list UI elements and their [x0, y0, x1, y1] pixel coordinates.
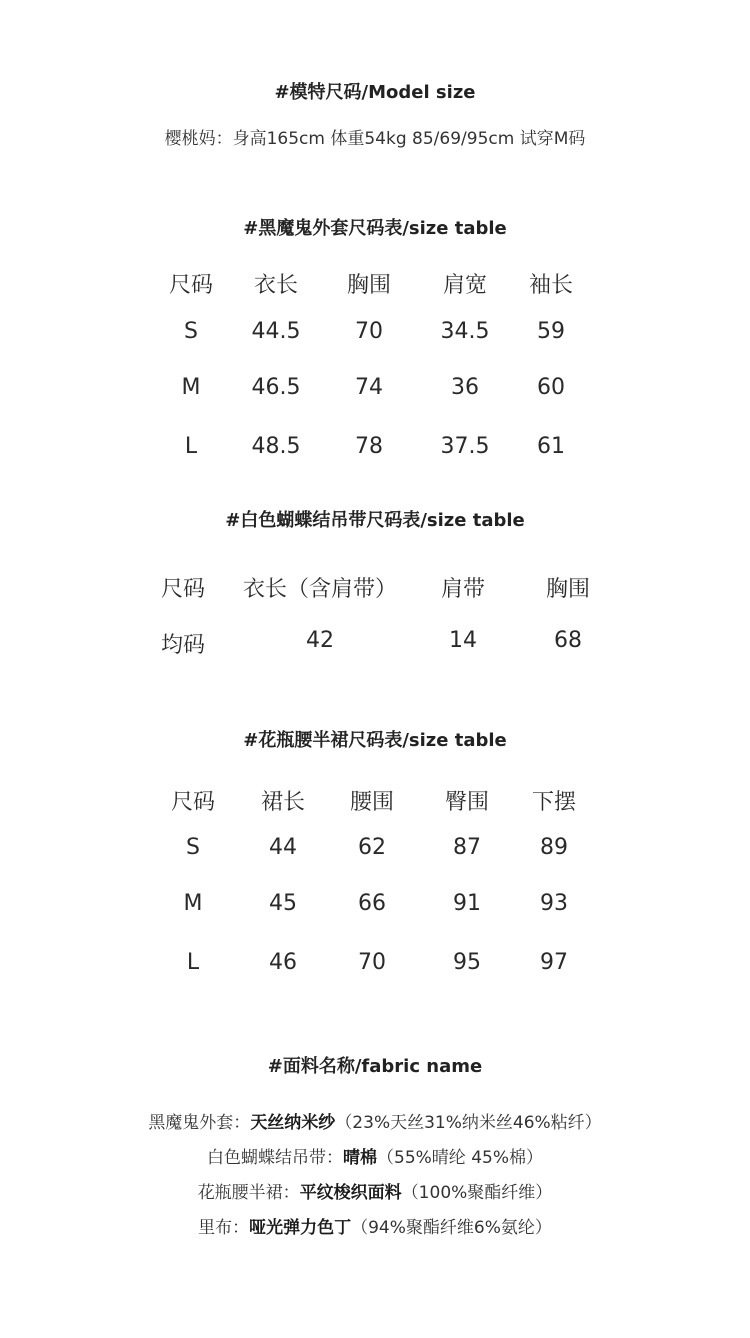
skirt-cell: 70: [358, 950, 386, 975]
fabric-item-name: 晴棉: [343, 1148, 377, 1168]
jacket-cell: 44.5: [251, 319, 301, 344]
jacket-cell: 70: [355, 319, 383, 344]
camisole-cell: 均码: [160, 633, 206, 658]
camisole-cell: 14: [449, 628, 477, 653]
skirt-header-cell: 腰围: [349, 790, 395, 815]
jacket-size-title: #黑魔鬼外套尺码表/size table: [243, 218, 507, 239]
jacket-cell: 61: [537, 434, 565, 459]
camisole-header-cell: 衣长（含肩带）: [242, 577, 398, 602]
jacket-cell: 78: [355, 434, 383, 459]
camisole-header-cell: 肩带: [440, 577, 486, 602]
skirt-cell: 89: [540, 835, 568, 860]
skirt-cell: 97: [540, 950, 568, 975]
camisole-cell: 42: [306, 628, 334, 653]
fabric-item-detail: （94%聚酯纤维6%氨纶）: [351, 1218, 552, 1238]
jacket-cell: 34.5: [440, 319, 490, 344]
jacket-cell: S: [184, 319, 198, 344]
jacket-cell: L: [184, 434, 198, 459]
fabric-item-label: 白色蝴蝶结吊带：: [207, 1148, 343, 1168]
model-size-info: 樱桃妈：身高165cm 体重54kg 85/69/95cm 试穿M码: [164, 129, 586, 149]
jacket-header-cell: 衣长: [253, 273, 299, 298]
fabric-item-label: 黑魔鬼外套：: [148, 1113, 251, 1133]
fabric-item-detail: （55%晴纶 45%棉）: [377, 1148, 543, 1168]
jacket-cell: 48.5: [251, 434, 301, 459]
skirt-cell: 46: [269, 950, 297, 975]
jacket-cell: 59: [537, 319, 565, 344]
jacket-cell: 46.5: [251, 375, 301, 400]
jacket-header-cell: 袖长: [528, 273, 574, 298]
jacket-cell: 60: [537, 375, 565, 400]
fabric-item-name: 平纹梭织面料: [299, 1183, 402, 1203]
skirt-cell: L: [186, 950, 200, 975]
skirt-cell: 66: [358, 891, 386, 916]
fabric-item-label: 花瓶腰半裙：: [197, 1183, 300, 1203]
skirt-cell: 45: [269, 891, 297, 916]
skirt-cell: M: [183, 891, 203, 916]
skirt-header-cell: 臀围: [444, 790, 490, 815]
fabric-item: [0, 1178, 750, 1203]
skirt-cell: 62: [358, 835, 386, 860]
camisole-cell: 68: [554, 628, 582, 653]
jacket-header-cell: 胸围: [346, 273, 392, 298]
jacket-header-cell: 尺码: [168, 273, 214, 298]
fabric-item: [0, 1143, 750, 1168]
jacket-header-cell: 肩宽: [442, 273, 488, 298]
fabric-title: #面料名称/fabric name: [267, 1056, 483, 1077]
skirt-cell: 93: [540, 891, 568, 916]
fabric-item: [0, 1108, 750, 1133]
skirt-cell: 87: [453, 835, 481, 860]
jacket-cell: 36: [451, 375, 479, 400]
fabric-item-name: 天丝纳米纱: [250, 1113, 336, 1133]
camisole-size-title: #白色蝴蝶结吊带尺码表/size table: [225, 510, 525, 531]
fabric-item-name: 哑光弹力色丁: [249, 1218, 352, 1238]
fabric-item-detail: （23%天丝31%纳米丝46%粘纤）: [335, 1113, 602, 1133]
skirt-cell: 91: [453, 891, 481, 916]
fabric-item-label: 里布：: [198, 1218, 250, 1238]
jacket-cell: 37.5: [440, 434, 490, 459]
skirt-size-title: #花瓶腰半裙尺码表/size table: [243, 730, 507, 751]
skirt-cell: 95: [453, 950, 481, 975]
skirt-cell: 44: [269, 835, 297, 860]
skirt-header-cell: 裙长: [260, 790, 306, 815]
camisole-header-cell: 尺码: [160, 577, 206, 602]
jacket-cell: M: [181, 375, 201, 400]
fabric-item: [0, 1213, 750, 1238]
jacket-cell: 74: [355, 375, 383, 400]
skirt-cell: S: [186, 835, 200, 860]
skirt-header-cell: 尺码: [170, 790, 216, 815]
camisole-header-cell: 胸围: [545, 577, 591, 602]
skirt-header-cell: 下摆: [531, 790, 577, 815]
fabric-item-detail: （100%聚酯纤维）: [401, 1183, 553, 1203]
model-size-title: #模特尺码/Model size: [274, 82, 476, 103]
